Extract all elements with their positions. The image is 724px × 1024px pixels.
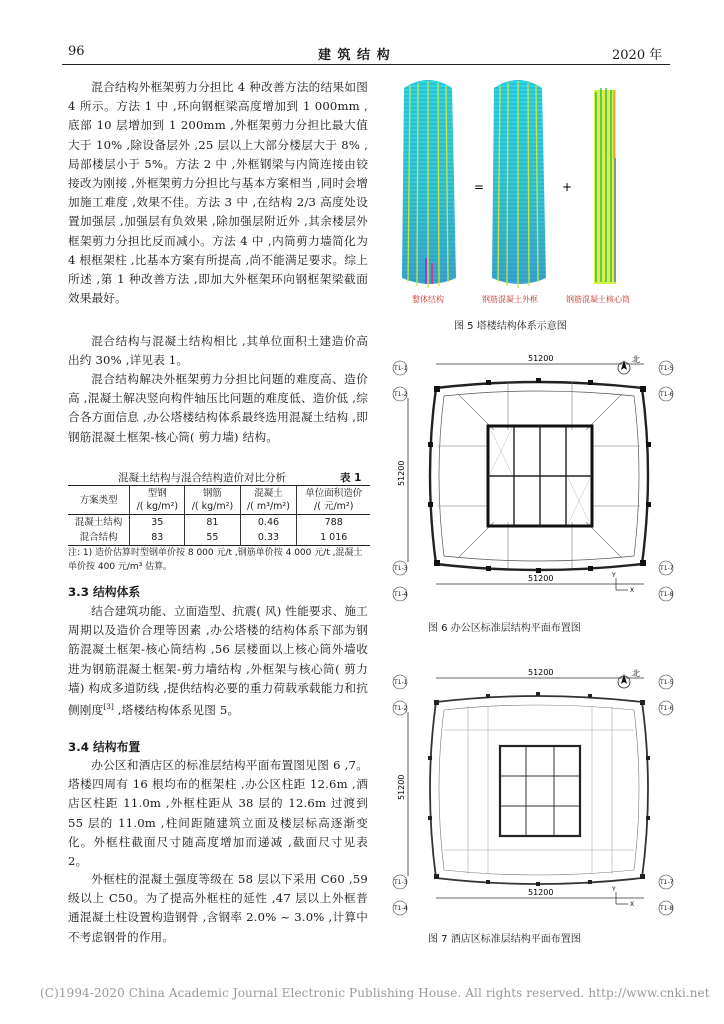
heading-3-3: 3.3 结构体系: [68, 585, 141, 599]
paragraph-choice: 混合结构解决外框架剪力分担比问题的难度高、造价高 ,混凝土解决竖向构件轴压比问题的难度低、造价低 ,综合各方面信息 ,办公塔楼结构体系最终选用混凝土结构 ,即钢筋混凝土框架-核心筒( 剪力墙) 结构。: [68, 372, 368, 444]
north-label: 北: [632, 669, 640, 678]
grid-label: T1-2: [394, 391, 408, 398]
paragraph-methods: 混合结构外框架剪力分担比 4 种改善方法的结果如图 4 所示。方法 1 中 ,环向钢框梁高度增加到 1 000mm ,底部 10 层增加到 1 200mm ,外框架剪力分担比最大值大于 10% ,除设备层外 ,25 层以上大部分楼层大于 8% ,局部楼层小于 5%。方法 2 中 ,外框钢梁与内筒连接由铰接改为刚接 ,外框架剪力分担比与基本方案相当 ,同时会增加施工难度 ,效果不佳。方法 3 中 ,在结构 2/3 高度处设置加强层 ,加强层有负效果 ,除加强层附近外 ,其余楼层外框架剪力分担比反而减小。方法 4 中 ,内筒剪力墙简化为 4 根框架柱 ,比基本方案有所提高 ,尚不能满足要求。综上所述 ,第 1 种改善方法 ,即加大外框架环向钢框架梁截面效果最好。: [68, 80, 368, 306]
plus-sign: +: [562, 180, 573, 194]
tower-core-model: [594, 88, 616, 284]
grid-label: T1-2: [394, 705, 408, 712]
table-header: 型钢 /( kg/m²): [130, 486, 185, 515]
figure7-hotel-plan: [388, 660, 678, 922]
grid-label: T1-5: [660, 365, 674, 372]
north-arrow-icon: [618, 360, 630, 374]
grid-label: T1-8: [660, 905, 674, 912]
figure6-office-plan: [388, 346, 678, 608]
table1-label: 表 1: [340, 472, 362, 484]
dim-top: 51200: [528, 354, 554, 363]
paragraph-layout: 办公区和酒店区的标准层结构平面布置图见图 6 ,7。塔楼四周有 16 根均布的框架柱 ,办公区柱距 12.6m ,酒店区柱距 11.0m ,外框柱距从 38 层的 12.6m 过渡到 55 层的 11.0m ,柱间距随建筑立面及楼层标高逐渐变化。外框柱截面尺寸随高度增加而递减 ,截面尺寸见表 2。: [68, 758, 368, 869]
header-rule: [62, 64, 670, 65]
grid-label: T1-1: [394, 365, 408, 372]
paragraph-system: 结合建筑功能、立面造型、抗震( 风) 性能要求、施工周期以及造价合理等因素 ,办公塔楼的结构体系下部为钢筋混凝土框架-核心筒结构 ,56 层楼面以上核心筒外墙收进为钢筋混凝土框架-剪力墙结构 ,外框架与核心筒( 剪力墙) 构成多道防线 ,提供结构必要的重力荷载承载能力和抗侧刚度[3] ,塔楼结构体系见图 5。: [68, 604, 368, 717]
grid-label: T1-3: [394, 879, 408, 886]
grid-label: T1-8: [660, 591, 674, 598]
dim-top: 51200: [528, 668, 554, 677]
grid-label: T1-4: [394, 905, 408, 912]
grid-label: T1-6: [660, 391, 674, 398]
paragraph-cost: 混合结构与混凝土结构相比 ,其单位面积土建造价高出约 30% ,详见表 1。: [68, 334, 368, 368]
table-row: 混凝土结构 35 81 0.46 788: [68, 515, 370, 531]
heading-3-4: 3.4 结构布置: [68, 740, 141, 754]
north-label: 北: [632, 355, 640, 364]
table1-note: 注: 1) 造价估算时型钢单价按 8 000 元/t ,钢筋单价按 4 000 元/t ,混凝土单价按 400 元/m³ 估算。: [68, 548, 363, 572]
dim-bottom: 51200: [528, 888, 554, 897]
paragraph-concrete: 外框柱的混凝土强度等级在 58 层以下采用 C60 ,59 级以上 C50。为了提高外框柱的延性 ,47 层以上外框普通混凝土柱设置构造钢骨 ,含钢率 2.0% ~ 3.0% ,计算中不考虑钢骨的作用。: [68, 872, 368, 944]
dim-left: 51200: [397, 460, 406, 486]
page-number: 96: [68, 44, 85, 59]
grid-label: T1-7: [660, 565, 674, 572]
copyright-footer: (C)1994-2020 China Academic Journal Electronic Publishing House. All rights reserved. http://www.cnki.net: [40, 986, 710, 1000]
grid-label: T1-6: [660, 705, 674, 712]
tower-frame-model: [492, 80, 546, 288]
north-arrow-icon: [618, 674, 630, 688]
dim-bottom: 51200: [528, 574, 554, 583]
label-frame: 钢筋混凝土外框: [482, 295, 538, 304]
figure5-caption: 图 5 塔楼结构体系示意图: [454, 321, 567, 332]
figure5-tower-models: [390, 78, 670, 310]
axis-y-label: Y: [612, 886, 616, 893]
figure6-caption: 图 6 办公区标准层结构平面布置图: [428, 623, 581, 634]
dim-left: 51200: [397, 774, 406, 800]
axis-x-label: X: [630, 587, 635, 594]
grid-label: T1-3: [394, 565, 408, 572]
label-full: 整体结构: [412, 295, 444, 304]
grid-label: T1-1: [394, 679, 408, 686]
table1-title: 混凝土结构与混合结构造价对比分析: [118, 472, 286, 484]
axis-x-label: X: [630, 901, 635, 908]
journal-name: 建 筑 结 构: [318, 48, 391, 63]
table-header: 单位面积造价 /( 元/m²): [297, 486, 370, 515]
table-row: 混合结构 83 55 0.33 1 016: [68, 530, 370, 546]
axis-y-label: Y: [612, 572, 616, 579]
grid-label: T1-7: [660, 879, 674, 886]
equals-sign: =: [474, 180, 485, 194]
tower-full-model: [402, 80, 456, 288]
table-header: 钢筋 /( kg/m²): [185, 486, 240, 515]
figure7-caption: 图 7 酒店区标准层结构平面布置图: [428, 934, 581, 945]
table-header: 方案类型: [79, 494, 118, 506]
table-header: 混凝土 /( m³/m²): [240, 486, 297, 515]
label-core: 钢筋混凝土核心筒: [566, 295, 630, 304]
grid-label: T1-5: [660, 679, 674, 686]
cost-comparison-table: [68, 485, 370, 546]
grid-label: T1-4: [394, 591, 408, 598]
year: 2020 年: [612, 48, 663, 63]
